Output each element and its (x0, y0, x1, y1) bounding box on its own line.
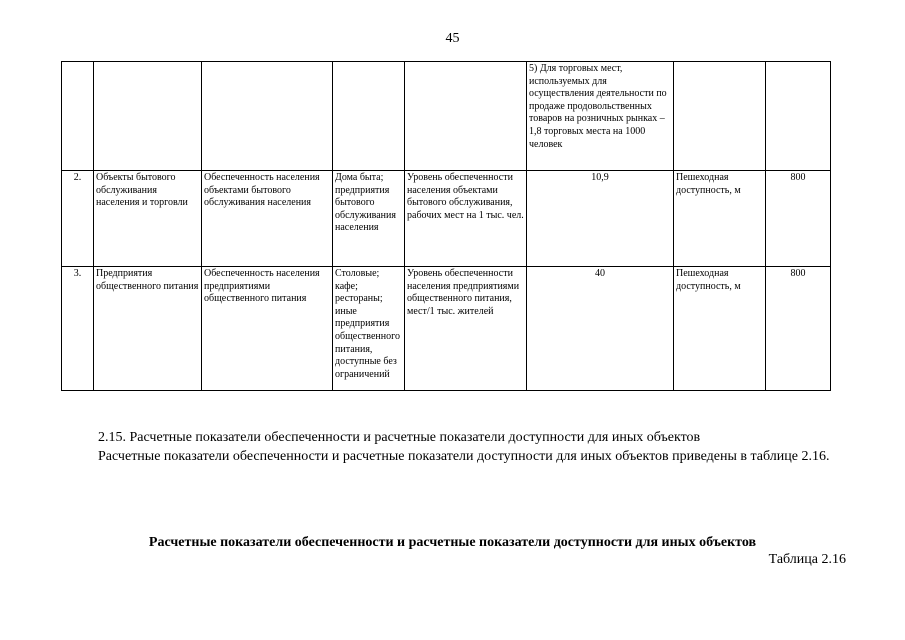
value-cell: 5) Для торговых мест, используемых для осуществления деятельности по продаже продовольственных товаров на розничных рынках – 1,8 торговых места на 1000 человек (527, 62, 674, 171)
access-type-cell: Пешеходная доступность, м (674, 171, 766, 267)
object-name-cell: Предприятия общественного питания (94, 267, 202, 391)
row-number-cell: 3. (62, 267, 94, 391)
value-cell: 40 (527, 267, 674, 391)
table-row (62, 267, 831, 391)
table-row (62, 62, 831, 171)
indicator-cell: Обеспеченность населения предприятиями общественного питания (202, 267, 333, 391)
object-type-cell: Столовые; кафе; рестораны; иные предприятия общественного питания, доступные без ограничений (333, 267, 405, 391)
section-paragraph: Расчетные показатели обеспеченности и расчетные показатели доступности для иных объектов приведены в таблице 2.16. (98, 449, 830, 464)
section-heading: 2.15. Расчетные показатели обеспеченности и расчетные показатели доступности для иных объектов (98, 430, 701, 445)
indicator-cell: Обеспеченность населения объектами бытового обслуживания населения (202, 171, 333, 267)
indicator-cell (202, 62, 333, 171)
next-table-caption: Таблица 2.16 (768, 552, 846, 567)
value-cell: 10,9 (527, 171, 674, 267)
access-value-cell (766, 62, 831, 171)
unit-cell (405, 62, 527, 171)
unit-cell: Уровень обеспеченности населения предприятиями общественного питания, мест/1 тыс. жителей (405, 267, 527, 391)
object-name-cell (94, 62, 202, 171)
next-table-title: Расчетные показатели обеспеченности и расчетные показатели доступности для иных объектов (148, 535, 757, 550)
access-value-cell: 800 (766, 171, 831, 267)
object-name-cell: Объекты бытового обслуживания населения и торговли (94, 171, 202, 267)
access-type-cell: Пешеходная доступность, м (674, 267, 766, 391)
row-number-cell: 2. (62, 171, 94, 267)
page-number: 45 (445, 31, 460, 46)
table-row (62, 171, 831, 267)
access-value-cell: 800 (766, 267, 831, 391)
standards-table (61, 61, 831, 391)
unit-cell: Уровень обеспеченности населения объектами бытового обслуживания, рабочих мест на 1 тыс. чел. (405, 171, 527, 267)
access-type-cell (674, 62, 766, 171)
object-type-cell (333, 62, 405, 171)
row-number-cell (62, 62, 94, 171)
object-type-cell: Дома быта; предприятия бытового обслуживания населения (333, 171, 405, 267)
